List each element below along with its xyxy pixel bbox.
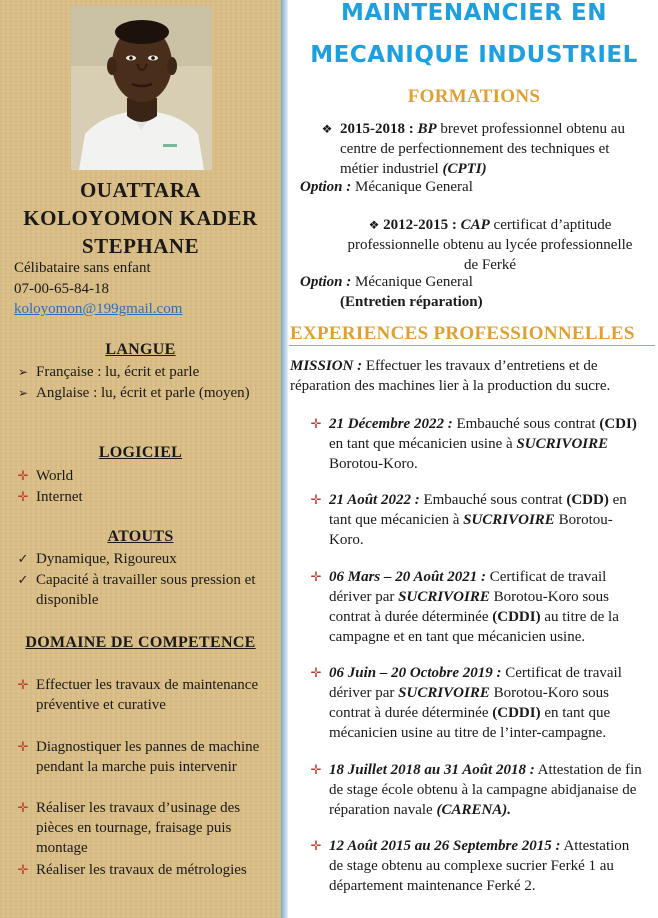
job-title-line-1: MAINTENANCIER EN: [340, 0, 608, 26]
pin-bullet-icon: ✛: [310, 569, 322, 584]
check-bullet-icon: ✓: [17, 572, 29, 587]
atouts-item: ✓ Capacité à travailler sous pression et disponible: [17, 572, 256, 608]
domaine-item: ✛ Diagnostiquer les pannes de machine pendant la marche puis intervenir: [17, 739, 260, 775]
domaine-item: ✛ Réaliser les travaux de métrologies: [17, 862, 247, 878]
profile-photo: [71, 6, 212, 170]
experience-item: ✛ 21 Décembre 2022 : Embauché sous contrat (CDI) en tant que mécanicien usine à SUCRIVOIRE Borotou-Koro.: [310, 416, 637, 472]
marital-status: Célibataire sans enfant: [14, 260, 151, 276]
logiciel-item: ✛ World: [17, 468, 74, 484]
formation-option: Option : Mécanique General: [300, 179, 473, 195]
pin-bullet-icon: ✛: [17, 862, 29, 877]
pin-bullet-icon: ✛: [310, 838, 322, 853]
formation-item: ❖ 2015-2018 : BP brevet professionnel obtenu au centre de perfectionnement des techniques et métier industriel (CPTI): [321, 121, 625, 177]
diamond-bullet-icon: ❖: [321, 122, 333, 136]
experience-item: ✛ 18 Juillet 2018 au 31 Août 2018 : Attestation de fin de stage école obtenu à la campagne abidjanaise de réparation navale (CARENA).: [310, 762, 642, 818]
pin-bullet-icon: ✛: [17, 677, 29, 692]
sidebar-edge: [281, 0, 288, 918]
job-title-line-2: MECANIQUE INDUSTRIEL: [310, 42, 638, 68]
phone-number: 07-00-65-84-18: [14, 281, 109, 297]
experience-item: ✛ 12 Août 2015 au 26 Septembre 2015 : Attestation de stage obtenu au complexe sucrier Ferké 1 au département maintenance Ferké 2.: [310, 838, 630, 894]
logiciel-heading: LOGICIEL: [98, 444, 183, 461]
name-line-3: STEPHANE: [81, 234, 200, 258]
pin-bullet-icon: ✛: [310, 492, 322, 507]
experience-item: ✛ 21 Août 2022 : Embauché sous contrat (CDD) en tant que mécanicien à SUCRIVOIRE Borotou-Koro.: [310, 492, 627, 548]
domaine-item: ✛ Réaliser les travaux d’usinage des pièces en tournage, fraisage puis montage: [17, 800, 241, 856]
pin-bullet-icon: ✛: [17, 489, 29, 504]
atouts-heading: ATOUTS: [107, 528, 174, 545]
heading-divider: [289, 345, 655, 346]
arrow-bullet-icon: ➢: [17, 386, 29, 400]
experience-item: ✛ 06 Juin – 20 Octobre 2019 : Certificat de travail dériver par SUCRIVOIRE Borotou-Koro sous contrat à durée déterminée (CDDI) en tant que mécanicien usine au titre de l’inter-campagne.: [310, 665, 622, 741]
domaine-heading: DOMAINE DE COMPETENCE: [25, 634, 256, 651]
langue-item: ➢ Française : lu, écrit et parle: [17, 364, 200, 380]
formations-heading: FORMATIONS: [407, 86, 541, 107]
experience-item: ✛ 06 Mars – 20 Août 2021 : Certificat de travail dériver par SUCRIVOIRE Borotou-Koro sous contrat à durée déterminée (CDDI) au titre de la campagne et en tant que mécanicien usine.: [310, 569, 619, 645]
arrow-bullet-icon: ➢: [17, 365, 29, 379]
langue-item: ➢ Anglaise : lu, écrit et parle (moyen): [17, 385, 250, 401]
name-line-1: OUATTARA: [79, 178, 202, 202]
pin-bullet-icon: ✛: [17, 800, 29, 815]
email-link[interactable]: koloyomon@199gmail.com: [14, 301, 183, 317]
formation-item: ❖ 2012-2015 : CAP certificat d’aptitude professionnelle obtenu au lycée professionnelle de Ferké: [347, 217, 633, 273]
atouts-item: ✓ Dynamique, Rigoureux: [17, 551, 177, 567]
domaine-item: ✛ Effectuer les travaux de maintenance préventive et curative: [17, 677, 259, 713]
pin-bullet-icon: ✛: [310, 416, 322, 431]
langue-heading: LANGUE: [105, 341, 176, 358]
mission-statement: MISSION : Effectuer les travaux d’entretiens et de réparation des machines lier à la production du sucre.: [290, 358, 611, 394]
name-line-2: KOLOYOMON KADER: [23, 206, 258, 230]
pin-bullet-icon: ✛: [310, 762, 322, 777]
pin-bullet-icon: ✛: [310, 665, 322, 680]
formation-option-extra: (Entretien réparation): [340, 294, 483, 310]
pin-bullet-icon: ✛: [17, 468, 29, 483]
pin-bullet-icon: ✛: [17, 739, 29, 754]
job-title: [290, 0, 658, 76]
check-bullet-icon: ✓: [17, 551, 29, 566]
formation-option: Option : Mécanique General: [300, 274, 473, 290]
logiciel-item: ✛ Internet: [17, 489, 83, 505]
diamond-bullet-icon: ❖: [368, 218, 380, 232]
full-name: [0, 176, 281, 260]
experiences-heading: EXPERIENCES PROFESSIONNELLES: [290, 323, 635, 344]
